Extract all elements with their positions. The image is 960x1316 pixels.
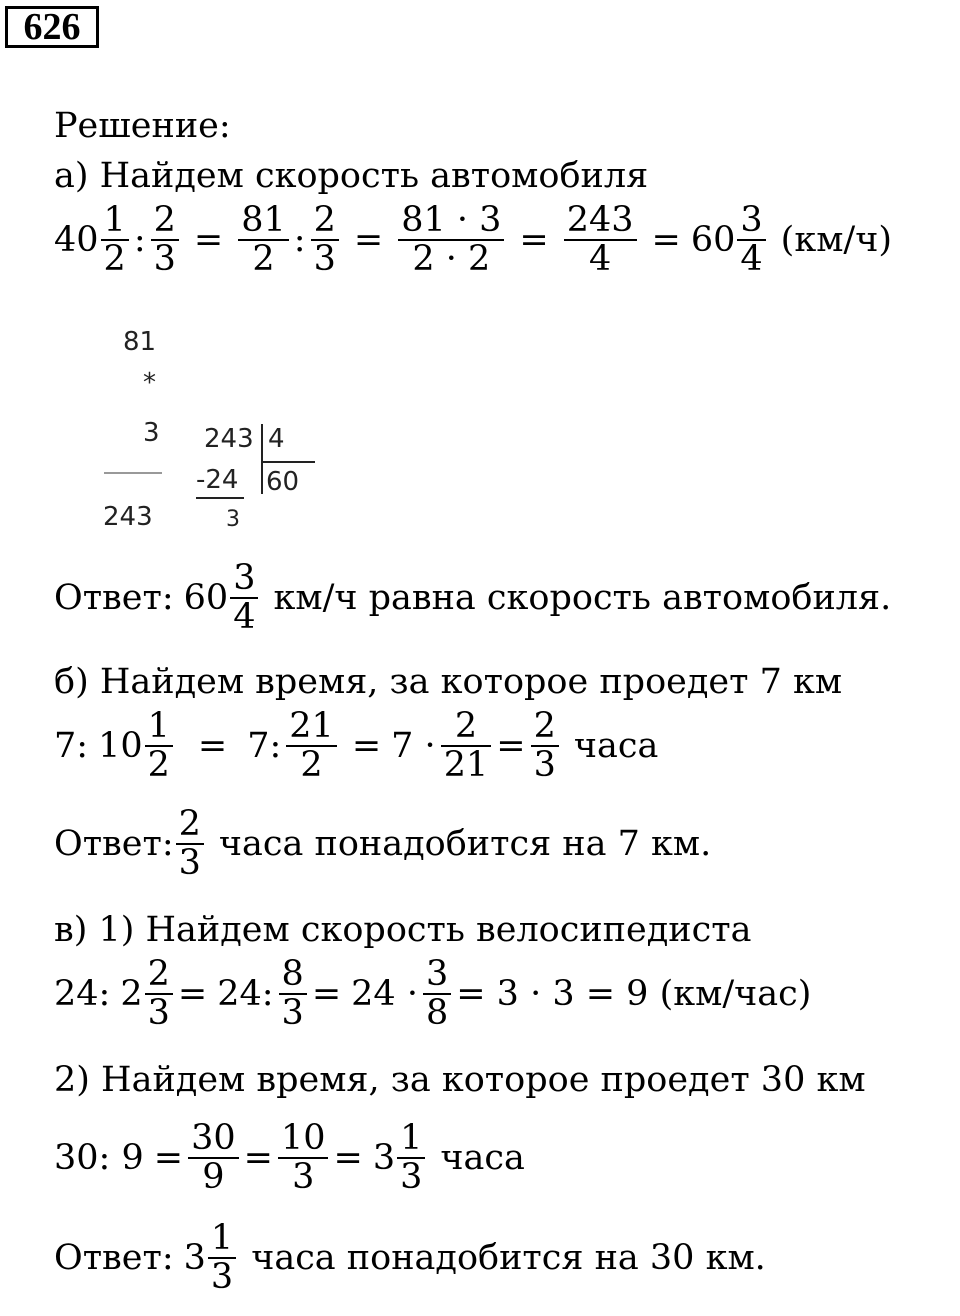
div-vertical-line [261, 424, 263, 494]
fraction: $\frac{2}{3}$ [145, 956, 173, 1032]
mixed-whole: 10 [98, 725, 143, 766]
div-quotient: 60 [266, 467, 300, 497]
part-c-equation-2: 30: 9 = $\frac{30}{9}$ = $\frac{10}{3}$ = 3 $\frac{1}{3}$ часа [54, 1118, 525, 1197]
equals-sign: = [351, 725, 382, 766]
fraction: $\frac{1}{3}$ [208, 1220, 236, 1296]
unit: часа [440, 1137, 525, 1178]
part-a-title-text: а) Найдем скорость автомобиля [54, 156, 649, 196]
fraction: $\frac{3}{8}$ [423, 956, 451, 1032]
divide-sign: : [293, 219, 306, 260]
div-subtrahend: -24 [196, 465, 239, 495]
fraction: $\frac{30}{9}$ [188, 1120, 239, 1196]
mult-bottom: 3 [143, 418, 160, 448]
mult-sign: * [143, 368, 156, 398]
div-remainder: 3 [226, 507, 240, 532]
mixed-whole: 60 [183, 577, 229, 618]
part-b-equation: 7: 10 $\frac{1}{2}$ = 7: $\frac{21}{2}$ = 7 · $\frac{2}{21}$ = $\frac{2}{3}$ часа [54, 706, 659, 785]
unit: (км/ч) [780, 219, 893, 260]
part-c-title-text: в) 1) Найдем скорость велосипедиста [54, 910, 752, 950]
answer-label: Ответ: [54, 577, 174, 618]
mixed-whole: 60 [690, 219, 736, 260]
fraction: $\frac{2}{3}$ [151, 202, 179, 278]
fraction: $\frac{3}{4}$ [737, 202, 765, 278]
answer-label: Ответ: [54, 823, 174, 864]
part-c-equation-1: 24: 2 $\frac{2}{3}$ = 24: $\frac{8}{3}$ = 24 · $\frac{3}{8}$ = 3 · 3 = 9 (км/час) [54, 954, 812, 1033]
answer-text: км/ч равна скорость автомобиля. [273, 577, 892, 618]
part-c-answer [54, 1220, 766, 1296]
heading-text: Решение: [54, 106, 231, 146]
equals-sign: = [353, 219, 384, 260]
fraction: $\frac{2}{3}$ [531, 708, 559, 784]
problem-number: 626 [5, 6, 99, 48]
fraction: $\frac{81 \cdot 3}{2 \cdot 2}$ [398, 202, 504, 278]
part-b-answer [54, 806, 711, 882]
equals-sign: = [153, 1137, 184, 1178]
fraction: $\frac{1}{3}$ [397, 1120, 425, 1196]
solution-heading [54, 104, 231, 148]
fraction: $\frac{8}{3}$ [279, 956, 307, 1032]
fraction: $\frac{243}{4}$ [564, 202, 637, 278]
fraction: $\frac{2}{3}$ [311, 202, 339, 278]
div-dividend: 243 [204, 424, 254, 454]
div-sub-line [196, 497, 244, 499]
fraction: $\frac{3}{4}$ [230, 560, 258, 636]
fraction: $\frac{1}{2}$ [101, 202, 129, 278]
part-b-title [54, 660, 842, 704]
fraction: $\frac{1}{2}$ [145, 708, 173, 784]
step2-title-text: 2) Найдем время, за которое проедет 30 км [54, 1060, 866, 1100]
equation-tail: = 3 · 3 = 9 (км/час) [456, 973, 812, 1014]
answer-label: Ответ: [54, 1237, 174, 1278]
equals-sign: = [177, 973, 208, 1014]
equals-sign: = [197, 725, 228, 766]
answer-text: часа понадобится на 7 км. [218, 823, 712, 864]
fraction: $\frac{81}{2}$ [238, 202, 289, 278]
mult-top: 81 [123, 327, 157, 357]
mult-line [104, 472, 162, 474]
equals-sign: = [311, 973, 342, 1014]
mixed-whole: 3 [372, 1137, 396, 1178]
mixed-whole: 40 [54, 219, 99, 260]
mixed-whole: 3 [183, 1237, 206, 1278]
part-a-equation [54, 202, 892, 278]
equals-sign: = [496, 725, 526, 766]
part-a-answer [54, 560, 891, 636]
equals-sign: = [193, 219, 224, 260]
part-b-title-text: б) Найдем время, за которое проедет 7 км [54, 662, 843, 702]
part-c-step2-title [54, 1058, 866, 1102]
div-horizontal-line [263, 461, 315, 463]
equals-sign: = [651, 219, 681, 260]
fraction: $\frac{21}{2}$ [286, 708, 337, 784]
part-c-title [54, 908, 751, 952]
equals-sign: = [243, 1137, 273, 1178]
answer-text: часа понадобится на 30 км. [251, 1237, 766, 1278]
part-a-title [54, 154, 648, 198]
fraction: $\frac{2}{21}$ [441, 708, 492, 784]
equals-sign: = [333, 1137, 363, 1178]
fraction: $\frac{10}{3}$ [278, 1120, 329, 1196]
divide-sign: : [133, 219, 146, 260]
mult-result: 243 [103, 502, 153, 532]
equals-sign: = [519, 219, 549, 260]
fraction: $\frac{2}{3}$ [176, 806, 204, 882]
unit: часа [573, 725, 659, 766]
mixed-whole: 2 [120, 973, 143, 1014]
div-divisor: 4 [268, 424, 285, 454]
